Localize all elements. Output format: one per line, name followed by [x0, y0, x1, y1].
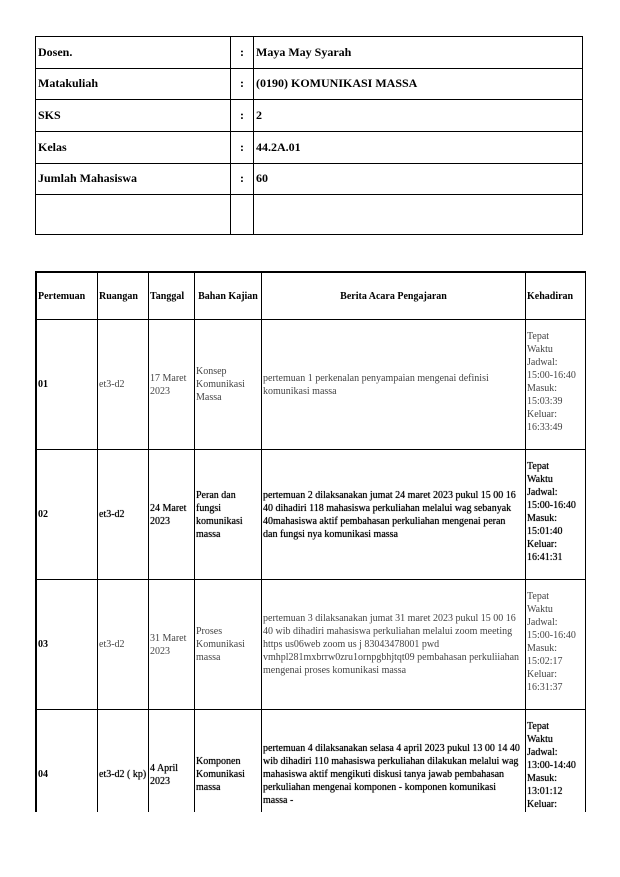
info-row-empty	[36, 195, 583, 235]
kehadiran-line: 15:01:40	[527, 526, 563, 537]
cell-kehadiran	[526, 580, 586, 710]
cell-pertemuan: 02	[37, 450, 98, 580]
kehadiran-line: Jadwal:	[527, 487, 558, 498]
kehadiran-line: Masuk:	[527, 773, 557, 784]
kehadiran-line: 16:31:37	[527, 682, 563, 693]
cell-tanggal: 17 Maret 2023	[149, 320, 195, 450]
kehadiran-line: 16:33:49	[527, 422, 563, 433]
info-label: SKS	[36, 100, 231, 132]
kehadiran-line: 15:03:39	[527, 396, 563, 407]
info-value: (0190) KOMUNIKASI MASSA	[254, 68, 583, 100]
header-bahan-kajian: Bahan Kajian	[195, 273, 262, 320]
cell-berita-acara: pertemuan 2 dilaksanakan jumat 24 maret 2023 pukul 15 00 16 40 dihadiri 118 mahasiswa perkuliahan melalui wag sebanyak 40mahasiswa aktif pembahasan perkuliahan mengenai peran dan fungsi nya komunikasi massa	[262, 450, 526, 580]
header-ruangan: Ruangan	[98, 273, 149, 320]
cell-ruangan: et3-d2	[98, 450, 149, 580]
header-berita-acara: Berita Acara Pengajaran	[262, 273, 526, 320]
cell-bahan-kajian: Peran dan fungsi komunikasi massa	[195, 450, 262, 580]
info-value: 60	[254, 163, 583, 195]
info-value: Maya May Syarah	[254, 37, 583, 69]
info-value: 2	[254, 100, 583, 132]
kehadiran-line: Tepat	[527, 721, 550, 732]
cell-berita-acara: pertemuan 3 dilaksanakan jumat 31 maret 2023 pukul 15 00 16 40 wib dihadiri mahasiswa perkuliahan melalui zoom meeting https us06web zoom us j 83043478001 pwd vmhpl281mxbrrw0zru1ornpgbhjtqt09 pembahasan perkuliiahan mengenai proses komunikasi massa	[262, 580, 526, 710]
kehadiran-line: Waktu	[527, 344, 553, 355]
cell-pertemuan: 03	[37, 580, 98, 710]
kehadiran-line: 15:00-16:40	[527, 630, 576, 641]
kehadiran-line: Jadwal:	[527, 617, 558, 628]
info-row-kelas	[36, 131, 583, 163]
cell-tanggal: 4 April 2023	[149, 710, 195, 813]
kehadiran-line: Tepat	[527, 461, 550, 472]
cell-ruangan: et3-d2	[98, 320, 149, 450]
info-separator: :	[231, 131, 254, 163]
kehadiran-line: Jadwal:	[527, 747, 558, 758]
kehadiran-line: 16:41:31	[527, 552, 563, 563]
info-row-matakuliah	[36, 68, 583, 100]
info-label: Dosen.	[36, 37, 231, 69]
kehadiran-line: Tepat	[527, 591, 550, 602]
kehadiran-line: 15:00-16:40	[527, 500, 576, 511]
info-value: 44.2A.01	[254, 131, 583, 163]
info-empty-cell	[254, 195, 583, 235]
cell-kehadiran	[526, 320, 586, 450]
kehadiran-line: 15:02:17	[527, 656, 563, 667]
kehadiran-line: 15:00-16:40	[527, 370, 576, 381]
info-label: Matakuliah	[36, 68, 231, 100]
info-empty-cell	[36, 195, 231, 235]
info-separator: :	[231, 37, 254, 69]
cell-bahan-kajian: Komponen Komunikasi massa	[195, 710, 262, 813]
header-kehadiran: Kehadiran	[526, 273, 586, 320]
info-row-sks	[36, 100, 583, 132]
kehadiran-line: Keluar:	[527, 539, 557, 550]
cell-ruangan: et3-d2 ( kp)	[98, 710, 149, 813]
kehadiran-line: Waktu	[527, 474, 553, 485]
kehadiran-line: Keluar:	[527, 669, 557, 680]
cell-berita-acara: pertemuan 1 perkenalan penyampaian mengenai definisi komunikasi massa	[262, 320, 526, 450]
table-row	[37, 450, 586, 580]
info-empty-cell	[231, 195, 254, 235]
info-label: Kelas	[36, 131, 231, 163]
kehadiran-line: Waktu	[527, 734, 553, 745]
info-separator: :	[231, 100, 254, 132]
kehadiran-line: Tepat	[527, 331, 550, 342]
header-pertemuan: Pertemuan	[37, 273, 98, 320]
info-row-jumlah-mahasiswa	[36, 163, 583, 195]
meetings-table-container	[35, 271, 586, 812]
table-row	[37, 710, 586, 813]
meetings-header-row	[37, 273, 586, 320]
kehadiran-line: Keluar:	[527, 799, 557, 810]
cell-bahan-kajian: Proses Komunikasi massa	[195, 580, 262, 710]
kehadiran-line: Masuk:	[527, 513, 557, 524]
header-tanggal: Tanggal	[149, 273, 195, 320]
cell-pertemuan: 04	[37, 710, 98, 813]
kehadiran-line: Jadwal:	[527, 357, 558, 368]
cell-berita-acara: pertemuan 4 dilaksanakan selasa 4 april 2023 pukul 13 00 14 40 wib dihadiri 110 mahasiswa perkuliahan dilakukan melalui wag mahasiswa aktif mengikuti diskusi tanya jawab pembahasan perkuliahan mengenai komponen - komponen komunikasi massa -	[262, 710, 526, 813]
kehadiran-line: Keluar:	[527, 409, 557, 420]
kehadiran-line: 13:00-14:40	[527, 760, 576, 771]
info-label: Jumlah Mahasiswa	[36, 163, 231, 195]
kehadiran-line: Masuk:	[527, 643, 557, 654]
info-row-dosen	[36, 37, 583, 69]
info-separator: :	[231, 163, 254, 195]
meetings-table	[36, 272, 586, 812]
course-info-table	[35, 36, 583, 235]
cell-kehadiran	[526, 450, 586, 580]
cell-pertemuan: 01	[37, 320, 98, 450]
kehadiran-line: Waktu	[527, 604, 553, 615]
table-row	[37, 580, 586, 710]
cell-tanggal: 31 Maret 2023	[149, 580, 195, 710]
kehadiran-line: Masuk:	[527, 383, 557, 394]
cell-tanggal: 24 Maret 2023	[149, 450, 195, 580]
info-separator: :	[231, 68, 254, 100]
kehadiran-line: 13:01:12	[527, 786, 563, 797]
cell-ruangan: et3-d2	[98, 580, 149, 710]
table-row	[37, 320, 586, 450]
cell-bahan-kajian: Konsep Komunikasi Massa	[195, 320, 262, 450]
cell-kehadiran	[526, 710, 586, 813]
